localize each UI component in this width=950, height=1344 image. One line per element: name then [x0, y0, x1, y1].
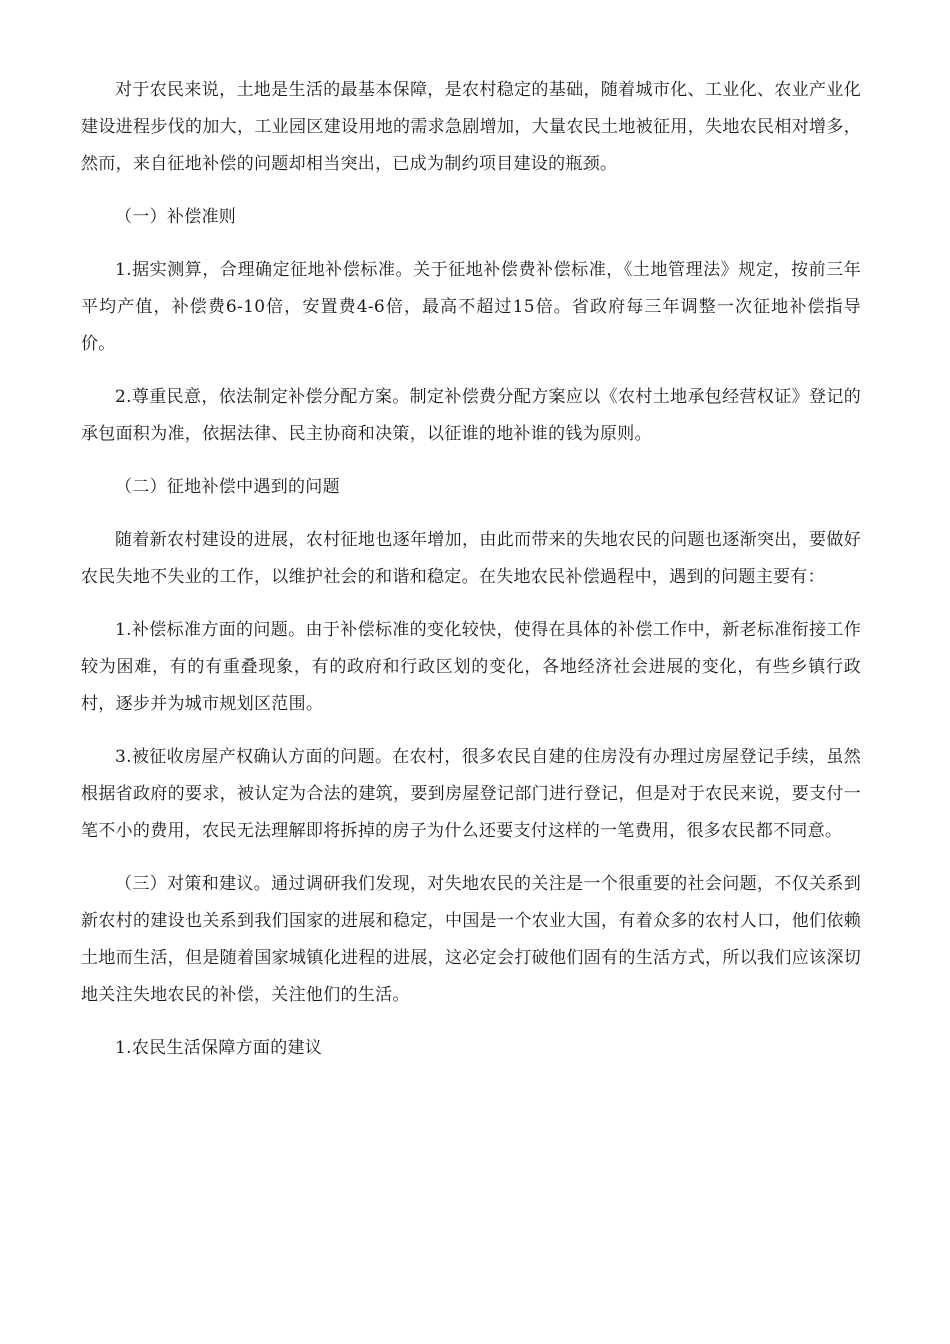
- section-2-item-3: 3.被征收房屋产权确认方面的问题。在农村，很多农民自建的住房没有办理过房屋登记手续，虽然根据省政府的要求，被认定为合法的建筑，要到房屋登记部门进行登记，但是对于农民来说，要支付一笔不小的费用，农民无法理解即将拆掉的房子为什么还要支付这样的一笔费用，很多农民都不同意。: [81, 747, 861, 841]
- intro-paragraph: 对于农民来说，土地是生活的最基本保障，是农村稳定的基础，随着城市化、工业化、农业产业化建设进程步伐的加大，工业园区建设用地的需求急剧增加，大量农民土地被征用，失地农民相对增多，然而，来自征地补偿的问题却相当突出，已成为制约项目建设的瓶颈。: [81, 80, 861, 174]
- section-1-item-2: 2.尊重民意，依法制定补偿分配方案。制定补偿费分配方案应以《农村土地承包经营权证》登记的承包面积为准，依据法律、民主协商和决策，以征谁的地补谁的钱为原则。: [81, 387, 861, 444]
- section-3-item-1-heading: 1.农民生活保障方面的建议: [115, 1038, 323, 1058]
- section-2-heading: （二）征地补偿中遇到的问题: [115, 477, 340, 497]
- section-1-item-1: 1.据实测算，合理确定征地补偿标准。关于征地补偿费补偿标准，《土地管理法》规定，按前三年平均产值，补偿费6-10倍，安置费4-6倍，最高不超过15倍。省政府每三年调整一次征地补偿指导价。: [81, 260, 861, 354]
- section-2-intro: 随着新农村建设的进展，农村征地也逐年增加，由此而带来的失地农民的问题也逐渐突出，要做好农民失地不失业的工作，以维护社会的和谐和稳定。在失地农民补偿過程中，遇到的问题主要有：: [81, 530, 861, 587]
- section-2-item-1: 1.补偿标准方面的问题。由于补偿标准的变化较快，使得在具体的补偿工作中，新老标准衔接工作较为困难，有的有重叠现象，有的政府和行政区划的变化，各地经济社会进展的变化，有些乡镇行政村，逐步并为城市规划区范围。: [81, 620, 861, 714]
- section-3-paragraph: （三）对策和建议。通过调研我们发现，对失地农民的关注是一个很重要的社会问题，不仅关系到新农村的建设也关系到我们国家的进展和稳定，中国是一个农业大国，有着众多的农村人口，他们依赖土地而生活，但是随着国家城镇化进程的进展，这必定会打破他们固有的生活方式，所以我们应该深切地关注失地农民的补偿，关注他们的生活。: [81, 874, 861, 1005]
- section-1-heading: （一）补偿准则: [115, 207, 237, 227]
- document-body: [81, 72, 861, 1083]
